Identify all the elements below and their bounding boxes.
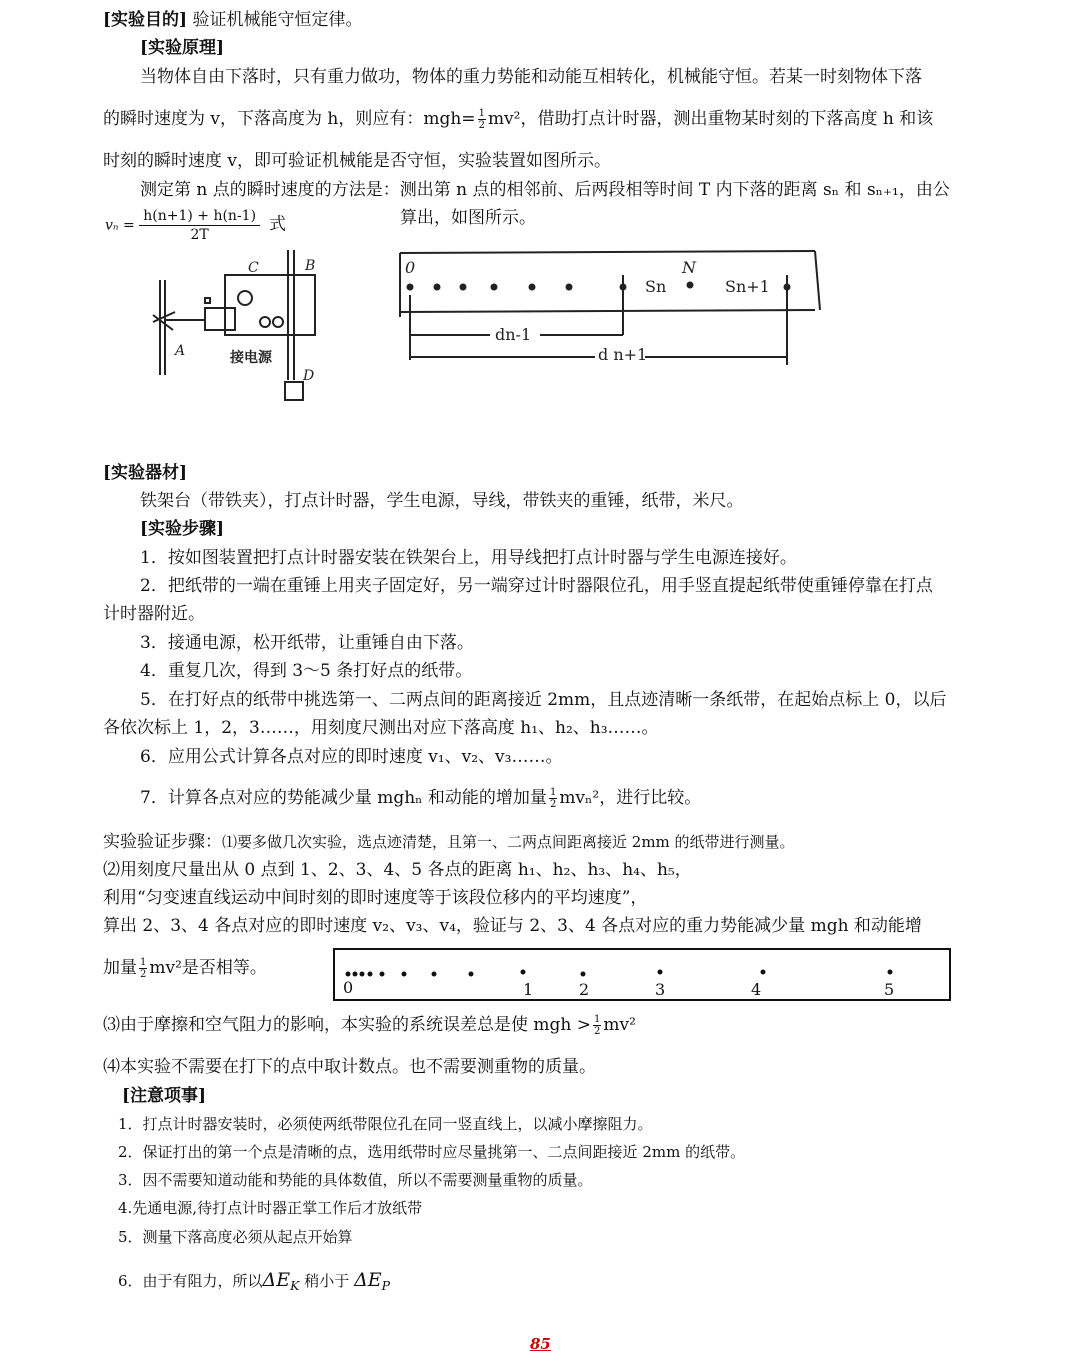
text: 实验验证步骤： xyxy=(103,832,222,852)
strip-label: 0 xyxy=(343,978,354,997)
text: 加量 xyxy=(103,958,137,978)
num: 1 xyxy=(549,787,557,798)
principle-line-3: 时刻的瞬时速度 v，即可验证机械能是否守恒，实验装置如图所示。 xyxy=(103,151,612,171)
label-power: 接电源 xyxy=(230,350,272,366)
verify-6 xyxy=(103,1014,636,1037)
note-6 xyxy=(118,1269,390,1297)
step-2: 2．把纸带的一端在重锤上用夹子固定好，另一端穿过计时器限位孔，用手竖直提起纸带使重锤停靠在打点 xyxy=(140,576,933,596)
notes-heading: [注意项事] xyxy=(122,1086,207,1106)
fraction-half xyxy=(549,787,557,810)
tape-strip xyxy=(333,948,953,1002)
note-1: 1．打点计时器安装时，必须使两纸带限位孔在同一竖直线上，以减小摩擦阻力。 xyxy=(118,1115,653,1133)
step-3: 3．接通电源，松开纸带，让重锤自由下落。 xyxy=(140,633,474,653)
principle-heading: [实验原理] xyxy=(140,38,225,58)
num: 1 xyxy=(594,1014,601,1025)
note-4: 4.先通电源,待打点计时器正掌工作后才放纸带 xyxy=(118,1199,423,1217)
purpose-line xyxy=(103,9,363,31)
steps-heading: [实验步骤] xyxy=(140,519,225,539)
text: 的瞬时速度为 v，下落高度为 h，则应有：mgh= xyxy=(103,109,476,129)
label-a: A xyxy=(175,343,186,359)
strip-label: 3 xyxy=(655,980,666,999)
text: ，借助打点计时器，测出重物某时刻的下落高度 h 和该 xyxy=(520,109,934,129)
sub-k: K xyxy=(290,1278,300,1293)
principle-line-1: 当物体自由下落时，只有重力做功，物体的重力势能和动能互相转化，机械能守恒。若某一时刻物体下落 xyxy=(140,67,922,87)
materials-heading: [实验器材] xyxy=(103,463,188,483)
step-5-cont: 各依次标上 1，2，3……，用刻度尺测出对应下落高度 h₁、h₂、h₃……。 xyxy=(103,718,659,738)
verify-5 xyxy=(103,957,267,980)
step-1: 1．按如图装置把打点计时器安装在铁架台上，用导线把打点计时器与学生电源连接好。 xyxy=(140,548,797,568)
numerator: h(n+1) + h(n-1) xyxy=(139,207,260,226)
mvn2: mvₙ² xyxy=(559,788,600,808)
text: 稍小于 xyxy=(304,1272,350,1290)
strip-label: 1 xyxy=(523,980,534,999)
fraction-half xyxy=(139,957,147,980)
num: 1 xyxy=(140,957,147,968)
mv2: mv² xyxy=(603,1015,636,1035)
note-2: 2．保证打出的第一个点是清晰的点，选用纸带时应尽量挑第一、二点间距接近 2mm 的纸带。 xyxy=(118,1143,746,1161)
tape-diagram xyxy=(395,245,825,375)
text: ⑶由于摩擦和空气阻力的影响，本实验的系统误差总是使 mgh > xyxy=(103,1015,592,1035)
principle-line-4: 测定第 n 点的瞬时速度的方法是：测出第 n 点的相邻前、后两段相等时间 T 内下落的距离 sₙ 和 sₙ₊₁，由公 xyxy=(140,180,950,200)
label-b: B xyxy=(305,258,316,274)
purpose-text: 验证机械能守恒定律。 xyxy=(192,10,363,30)
principle-line-2 xyxy=(103,108,933,131)
mv2: mv² xyxy=(487,109,521,129)
verify-7: ⑷本实验不需要在打下的点中取计数点。也不需要测重物的质量。 xyxy=(103,1057,596,1077)
mv2: mv² xyxy=(149,958,182,978)
text: ，进行比较。 xyxy=(599,788,702,808)
apparatus-diagram xyxy=(145,250,325,410)
verify-4: 算出 2、3、4 各点对应的即时速度 v₂、v₃、v₄，验证与 2、3、4 各点对应的重力势能减少量 mgh 和动能增 xyxy=(103,916,922,936)
strip-label: 5 xyxy=(884,980,895,999)
label-sn: Sn xyxy=(645,277,667,296)
step-5: 5．在打好点的纸带中挑选第一、二两点间的距离接近 2mm，且点迹清晰一条纸带，在起始点标上 0，以后 xyxy=(140,690,947,710)
text: ⑴要多做几次实验，选点迹清楚，且第一、二两点间距离接近 2mm 的纸带进行测量。 xyxy=(222,833,795,851)
page-number: 85 xyxy=(530,1335,551,1353)
denominator: 2T xyxy=(190,227,209,243)
strip-label: 4 xyxy=(751,980,762,999)
den: 2 xyxy=(594,1026,601,1037)
fraction-half xyxy=(593,1014,601,1037)
note-5: 5．测量下落高度必须从起点开始算 xyxy=(118,1228,353,1246)
step-6: 6．应用公式计算各点对应的即时速度 v₁、v₂、v₃……。 xyxy=(140,747,563,767)
delta-e: ΔE xyxy=(262,1269,291,1291)
text: 式 xyxy=(268,214,286,235)
den: 2 xyxy=(549,799,557,810)
sub-p: P xyxy=(381,1278,391,1293)
text: 是否相等。 xyxy=(181,958,267,978)
purpose-heading: [实验目的] xyxy=(103,10,188,30)
label-d: D xyxy=(303,368,315,384)
text: 7．计算各点对应的势能减少量 mghₙ 和动能的增加量 xyxy=(140,788,547,808)
num: 1 xyxy=(478,108,485,119)
principle-line-5: 算出，如图所示。 xyxy=(400,208,536,228)
verify-3: 利用“匀变速直线运动中间时刻的即时速度等于该段位移内的平均速度”， xyxy=(103,888,648,908)
den: 2 xyxy=(140,969,147,980)
label-c: C xyxy=(248,260,259,276)
verify-1 xyxy=(103,831,795,853)
den: 2 xyxy=(478,120,485,131)
note-3: 3．因不需要知道动能和势能的具体数值，所以不需要测量重物的质量。 xyxy=(118,1171,593,1189)
label-dn-1: dn-1 xyxy=(495,325,532,344)
label-o: 0 xyxy=(405,258,416,277)
label-n: N xyxy=(682,258,696,277)
step-4: 4．重复几次，得到 3～5 条打好点的纸带。 xyxy=(140,661,473,681)
strip-dots xyxy=(346,970,893,977)
fraction-half xyxy=(478,108,486,131)
materials-text: 铁架台（带铁夹），打点计时器，学生电源，导线，带铁夹的重锤，纸带，米尺。 xyxy=(140,491,744,511)
step-7 xyxy=(140,787,701,810)
label-sn1: Sn+1 xyxy=(725,277,770,296)
delta-e: ΔE xyxy=(354,1269,382,1291)
text: 6．由于有阻力，所以 xyxy=(118,1272,263,1290)
verify-2: ⑵用刻度尺量出从 0 点到 1、2、3、4、5 各点的距离 h₁、h₂、h₃、h₄、h₅， xyxy=(103,860,692,880)
lhs: vₙ = xyxy=(105,217,135,234)
strip-label: 2 xyxy=(579,980,590,999)
velocity-formula xyxy=(105,207,286,244)
label-dn+1: d n+1 xyxy=(598,345,648,364)
step-2-cont: 计时器附近。 xyxy=(103,604,205,624)
